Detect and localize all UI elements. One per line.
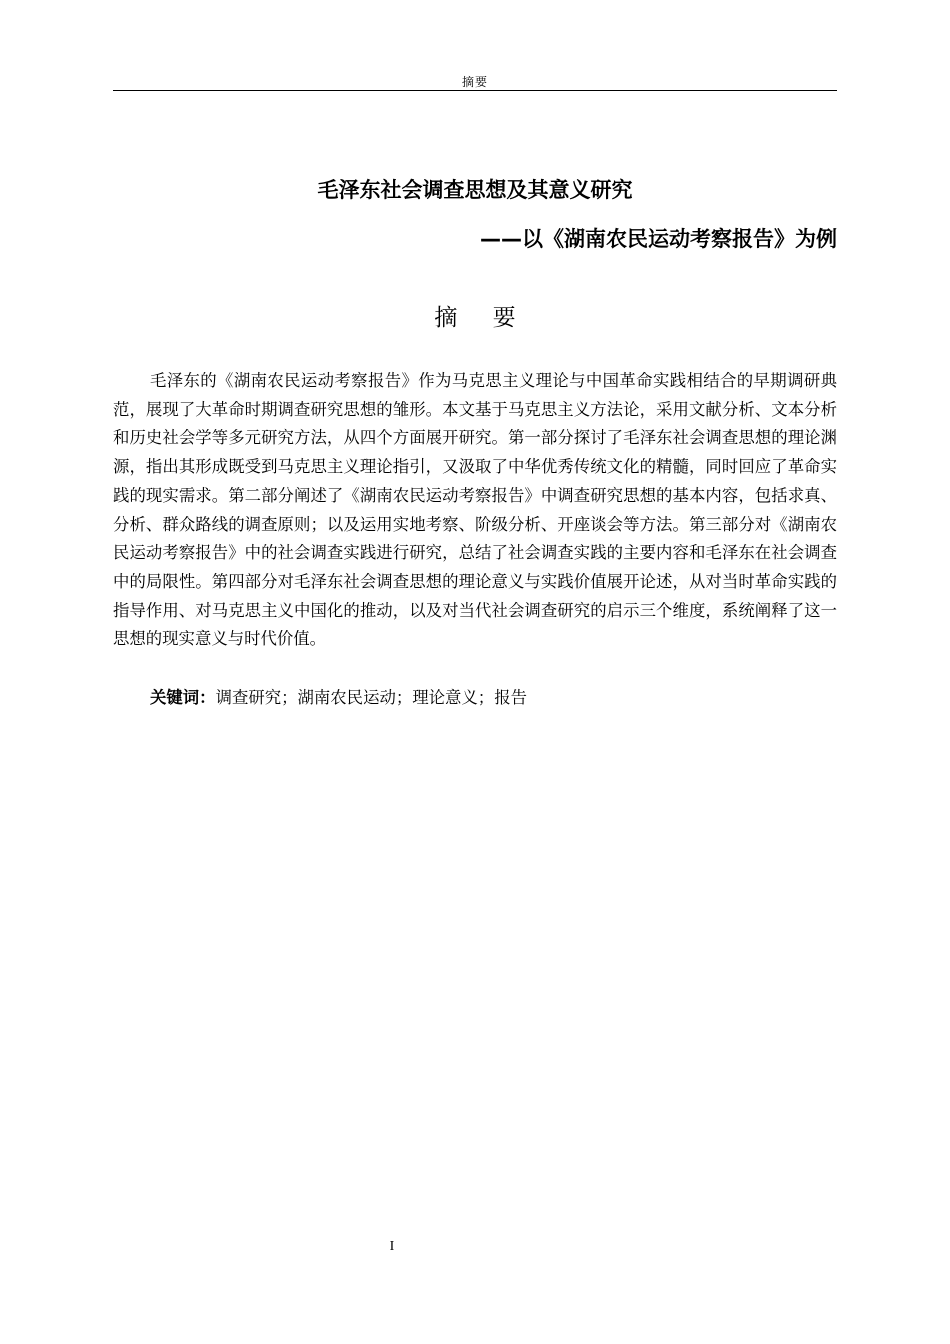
document-subtitle: ——以《湖南农民运动考察报告》为例 bbox=[480, 227, 837, 251]
document-title: 毛泽东社会调查思想及其意义研究 bbox=[317, 178, 633, 202]
keywords-label: 关键词： bbox=[150, 688, 216, 707]
running-header: 摘要 bbox=[461, 75, 488, 89]
keywords-text: 调查研究；湖南农民运动；理论意义；报告 bbox=[215, 688, 527, 707]
header-divider bbox=[113, 90, 837, 91]
abstract-heading: 摘 要 bbox=[434, 305, 530, 331]
page-number: I bbox=[389, 1239, 395, 1254]
keywords-line bbox=[150, 684, 527, 712]
abstract-paragraph: 毛泽东的《湖南农民运动考察报告》作为马克思主义理论与中国革命实践相结合的早期调研典范，展现了大革命时期调查研究思想的雏形。本文基于马克思主义方法论，采用文献分析、文本分析和历史社会学等多元研究方法，从四个方面展开研究。第一部分探讨了毛泽东社会调查思想的理论渊源，指出其形成既受到马克思主义理论指引，又汲取了中华优秀传统文化的精髓，同时回应了革命实践的现实需求。第二部分阐述了《湖南农民运动考察报告》中调查研究思想的基本内容，包括求真、分析、群众路线的调查原则；以及运用实地考察、阶级分析、开座谈会等方法。第三部分对《湖南农民运动考察报告》中的社会调查实践进行研究，总结了社会调查实践的主要内容和毛泽东在社会调查中的局限性。第四部分对毛泽东社会调查思想的理论意义与实践价值展开论述，从对当时革命实践的指导作用、对马克思主义中国化的推动，以及对当代社会调查研究的启示三个维度，系统阐释了这一思想的现实意义与时代价值。 bbox=[113, 371, 837, 649]
